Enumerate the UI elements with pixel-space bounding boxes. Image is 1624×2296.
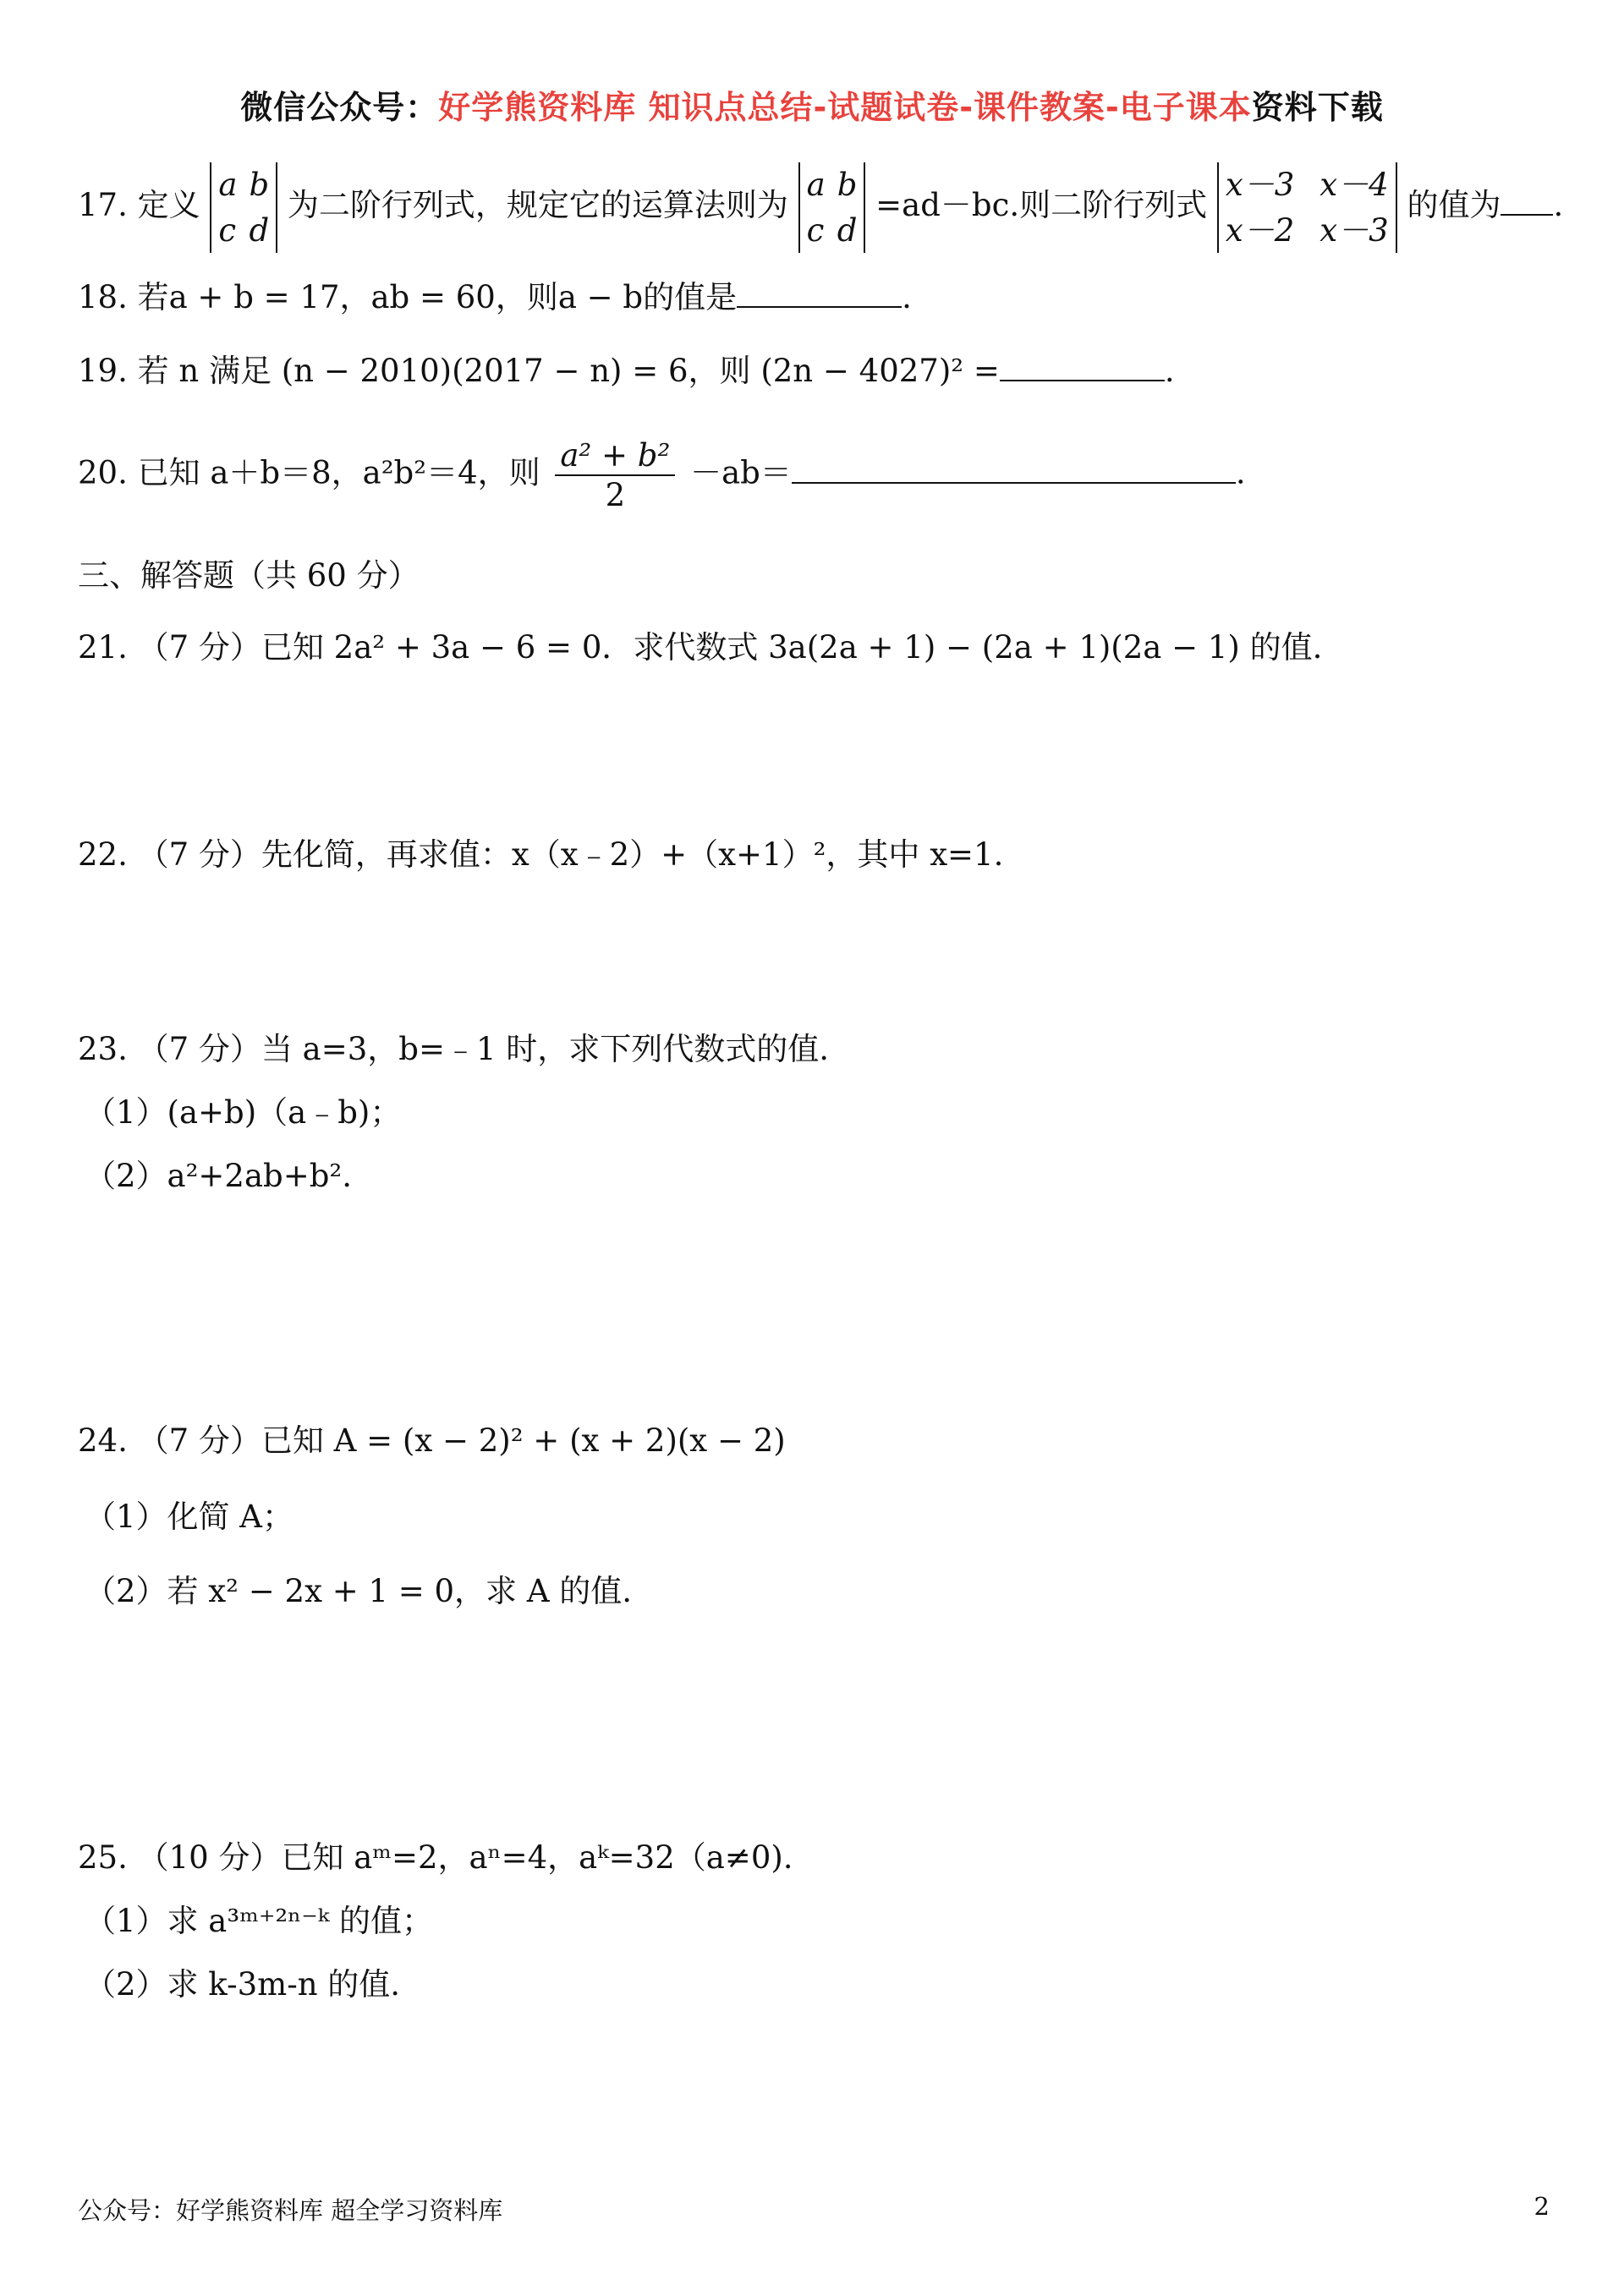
fraction-denominator: 2 xyxy=(605,477,626,513)
section-title: 三、解答题（共 60 分） xyxy=(78,557,420,594)
det-entry: x－4 xyxy=(1320,167,1389,203)
page-number: 2 xyxy=(1533,2192,1550,2221)
q20-number: 20. xyxy=(78,454,128,491)
q24-part-2: （2）若 x² − 2x + 1 = 0，求 A 的值. xyxy=(85,1573,633,1609)
q22-text: （7 分）先化简，再求值：x（x﹣2）+（x+1）²，其中 x=1. xyxy=(137,836,1004,873)
question-22 xyxy=(78,836,1004,873)
q19-text: 若 n 满足 (n − 2010)(2017 − n) = 6，则 (2n − 4027)² = xyxy=(137,353,1000,389)
footer-text: 公众号：好学熊资料库 超全学习资料库 xyxy=(78,2196,503,2225)
det-entry: x－3 xyxy=(1225,167,1295,203)
q17-text-c: =ad－bc.则二阶行列式 xyxy=(875,187,1208,224)
banner-highlight: 好学熊资料库 知识点总结-试题试卷-课件教案-电子课本 xyxy=(438,89,1252,126)
question-23 xyxy=(78,1033,829,1065)
question-19 xyxy=(78,353,1175,389)
q23-number: 23. xyxy=(78,1031,128,1067)
q23-part-1: （1）(a+b)（a﹣b)； xyxy=(85,1094,402,1131)
det-entry: d xyxy=(249,211,270,249)
q17-number: 17. xyxy=(78,187,128,224)
q17-end: . xyxy=(1553,187,1564,224)
q25-text: （10 分）已知 aᵐ=2，aⁿ=4，aᵏ=32（a≠0). xyxy=(137,1839,793,1876)
q25-part-2: （2）求 k-3m-n 的值. xyxy=(85,1966,401,2003)
q19-end: . xyxy=(1164,353,1175,389)
question-20 xyxy=(78,437,1246,513)
question-24 xyxy=(78,1422,786,1459)
det-entry: x－3 xyxy=(1320,211,1389,249)
det-entry: c xyxy=(806,211,825,249)
q25-part-1: （1）求 a³ᵐ⁺²ⁿ⁻ᵏ 的值； xyxy=(85,1903,434,1939)
q17-determinant-target xyxy=(1217,162,1397,253)
det-entry: b xyxy=(249,167,270,203)
q25-number: 25. xyxy=(78,1839,128,1876)
q20-text-b: －ab＝ xyxy=(690,454,792,491)
question-18 xyxy=(78,279,912,315)
det-entry: c xyxy=(218,211,237,249)
q18-end: . xyxy=(902,279,912,315)
q19-number: 19. xyxy=(78,353,128,389)
q23-text: （7 分）当 a=3，b=﹣1 时，求下列代数式的值. xyxy=(137,1031,830,1067)
question-25 xyxy=(78,1839,793,1876)
q18-text: 若a + b = 17，ab = 60，则a − b的值是 xyxy=(137,279,738,315)
header-banner xyxy=(0,81,1624,128)
q21-number: 21. xyxy=(78,629,128,666)
q24-text: （7 分）已知 A = (x − 2)² + (x + 2)(x − 2) xyxy=(137,1422,786,1459)
q24-part-1: （1）化简 A； xyxy=(85,1499,294,1535)
q20-text-a: 已知 a＋b＝8，a²b²＝4，则 xyxy=(137,454,540,491)
q17-answer-blank[interactable] xyxy=(1501,209,1553,216)
det-entry: a xyxy=(218,167,238,203)
q19-answer-blank[interactable] xyxy=(1000,375,1165,381)
det-entry: d xyxy=(837,211,858,249)
banner-suffix: 资料下载 xyxy=(1251,89,1384,126)
q21-text: （7 分）已知 2a² + 3a − 6 = 0．求代数式 3a(2a + 1) − (2a + 1)(2a − 1) 的值. xyxy=(137,629,1323,666)
q18-answer-blank[interactable] xyxy=(737,301,902,308)
det-entry: x－2 xyxy=(1225,211,1295,249)
q22-number: 22. xyxy=(78,836,128,873)
q17-text-d: 的值为 xyxy=(1407,187,1501,224)
det-entry: b xyxy=(837,167,858,203)
q20-end: . xyxy=(1235,454,1246,491)
q23-part-2: （2）a²+2ab+b². xyxy=(85,1158,352,1194)
q17-determinant-definition xyxy=(210,162,277,253)
q17-text-a: 定义 xyxy=(137,187,200,224)
q18-number: 18. xyxy=(78,279,128,315)
question-21 xyxy=(78,629,1323,666)
q17-text-b: 为二阶行列式，规定它的运算法则为 xyxy=(287,187,788,224)
q20-answer-blank[interactable] xyxy=(792,477,1236,484)
q24-number: 24. xyxy=(78,1422,128,1459)
fraction-numerator: a² + b² xyxy=(555,440,675,476)
q17-determinant-rule xyxy=(798,162,866,253)
question-17 xyxy=(78,162,1563,253)
q20-fraction xyxy=(555,437,675,513)
banner-prefix: 微信公众号： xyxy=(240,89,439,126)
det-entry: a xyxy=(806,167,826,203)
